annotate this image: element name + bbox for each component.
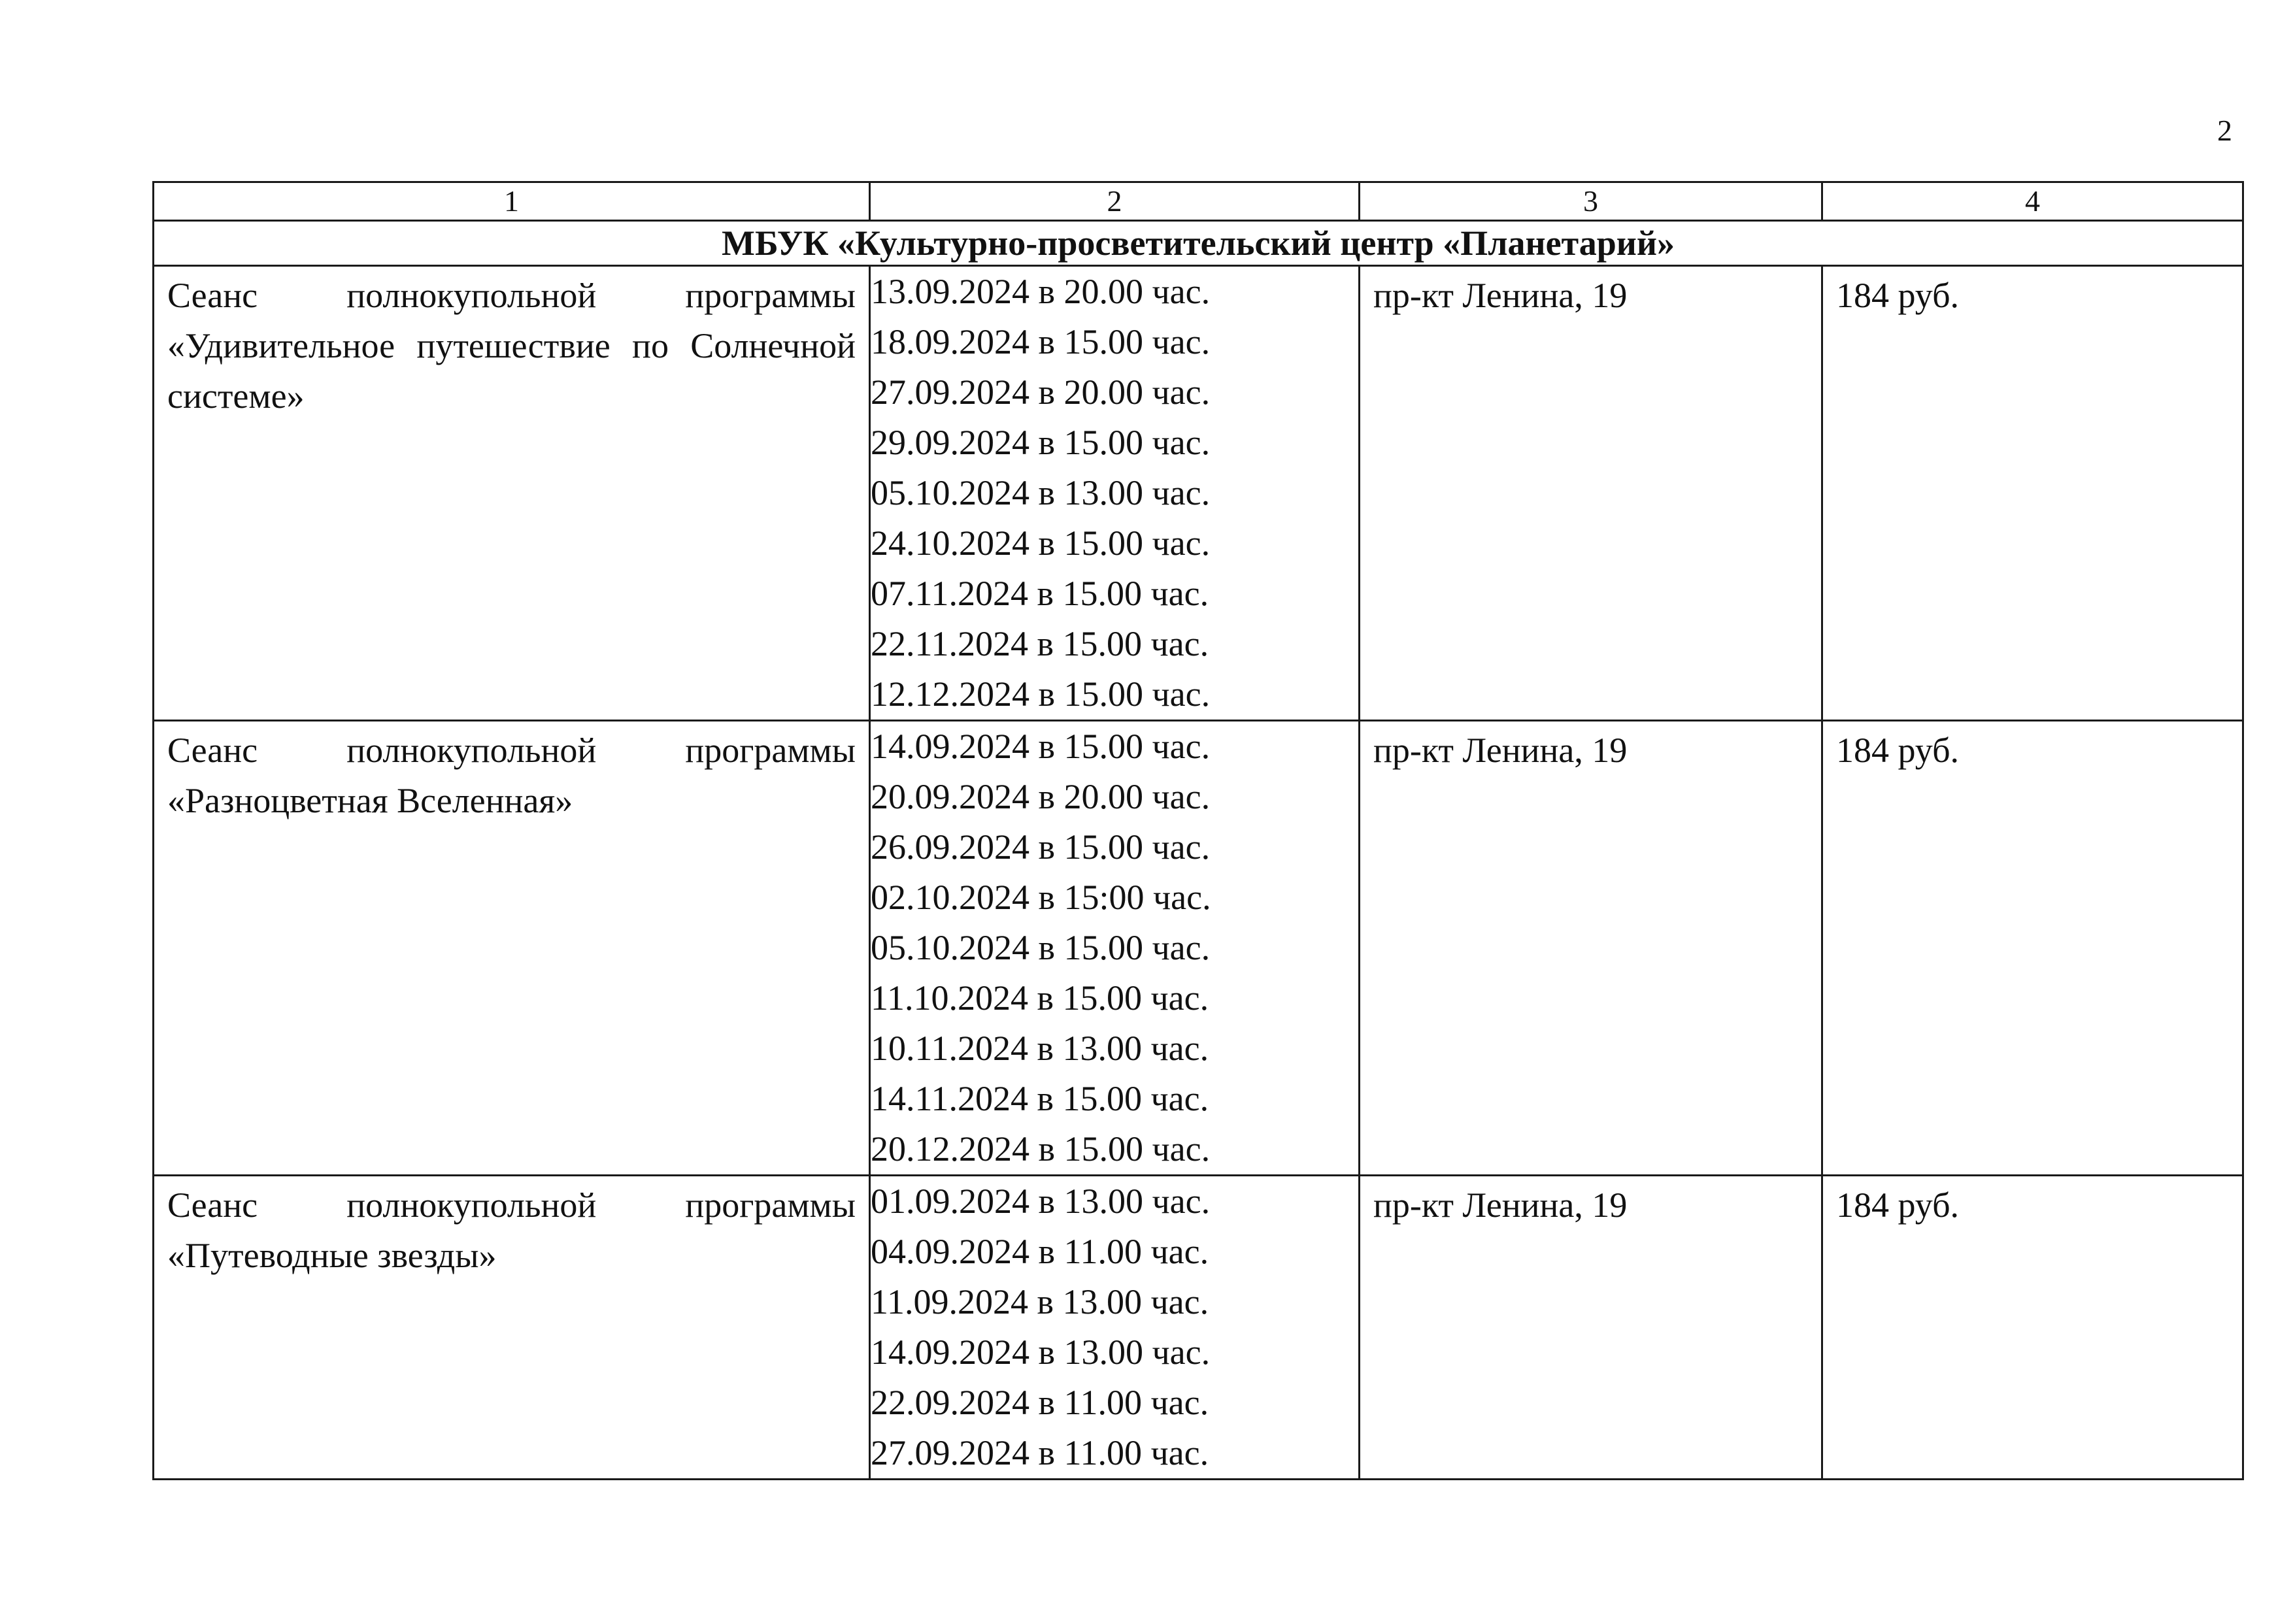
price-cell [1822,1176,2243,1480]
date-item: 27.09.2024 в 20.00 час. [871,373,1211,412]
dates-list [871,1176,1358,1478]
date-item: 07.11.2024 в 15.00 час. [871,574,1209,613]
address-cell [1360,1176,1822,1480]
column-number-row [154,182,2243,221]
dates-cell [870,721,1360,1176]
column-number: 2 [870,182,1360,221]
address-cell [1360,266,1822,721]
address-cell [1360,721,1822,1176]
date-item: 14.09.2024 в 15.00 час. [871,727,1211,766]
date-item: 20.12.2024 в 15.00 час. [871,1129,1211,1168]
date-item: 11.09.2024 в 13.00 час. [871,1282,1209,1321]
date-item: 14.11.2024 в 15.00 час. [871,1079,1209,1118]
program-name: Сеанс полнокупольной программы «Разноцветная Вселенная» [167,731,856,820]
date-item: 26.09.2024 в 15.00 час. [871,827,1211,867]
dates-cell [870,266,1360,721]
program-cell [154,721,870,1176]
section-title: МБУК «Культурно-просветительский центр «Планетарий» [154,221,2243,266]
date-item: 13.09.2024 в 20.00 час. [871,272,1211,311]
column-number: 1 [154,182,870,221]
price: 184 руб. [1836,276,1960,315]
date-item: 29.09.2024 в 15.00 час. [871,423,1211,462]
date-item: 22.09.2024 в 11.00 час. [871,1383,1209,1422]
section-row [154,221,2243,266]
price-cell [1822,266,2243,721]
date-item: 18.09.2024 в 15.00 час. [871,322,1211,361]
column-number: 4 [1822,182,2243,221]
date-item: 04.09.2024 в 11.00 час. [871,1232,1209,1271]
address: пр-кт Ленина, 19 [1373,276,1628,315]
table-row [154,266,2243,721]
address: пр-кт Ленина, 19 [1373,1185,1628,1225]
date-item: 12.12.2024 в 15.00 час. [871,674,1211,714]
table-row [154,721,2243,1176]
date-item: 27.09.2024 в 11.00 час. [871,1433,1209,1472]
column-number: 3 [1360,182,1822,221]
date-item: 11.10.2024 в 15.00 час. [871,978,1209,1018]
dates-list [871,267,1358,720]
date-item: 20.09.2024 в 20.00 час. [871,777,1211,816]
date-item: 02.10.2024 в 15:00 час. [871,878,1211,917]
program-name: Сеанс полнокупольной программы «Удивительное путешествие по Солнечной системе» [167,276,856,416]
date-item: 24.10.2024 в 15.00 час. [871,523,1211,563]
program-name: Сеанс полнокупольной программы «Путеводные звезды» [167,1185,856,1275]
price-cell [1822,721,2243,1176]
date-item: 22.11.2024 в 15.00 час. [871,624,1209,663]
page-number: 2 [2217,114,2232,147]
date-item: 05.10.2024 в 13.00 час. [871,473,1211,512]
table-row [154,1176,2243,1480]
price: 184 руб. [1836,1185,1960,1225]
date-item: 10.11.2024 в 13.00 час. [871,1029,1209,1068]
price: 184 руб. [1836,731,1960,770]
dates-cell [870,1176,1360,1480]
schedule-table [152,181,2244,1480]
program-cell [154,1176,870,1480]
address: пр-кт Ленина, 19 [1373,731,1628,770]
date-item: 05.10.2024 в 15.00 час. [871,928,1211,967]
date-item: 01.09.2024 в 13.00 час. [871,1182,1211,1221]
date-item: 14.09.2024 в 13.00 час. [871,1333,1211,1372]
dates-list [871,721,1358,1174]
program-cell [154,266,870,721]
